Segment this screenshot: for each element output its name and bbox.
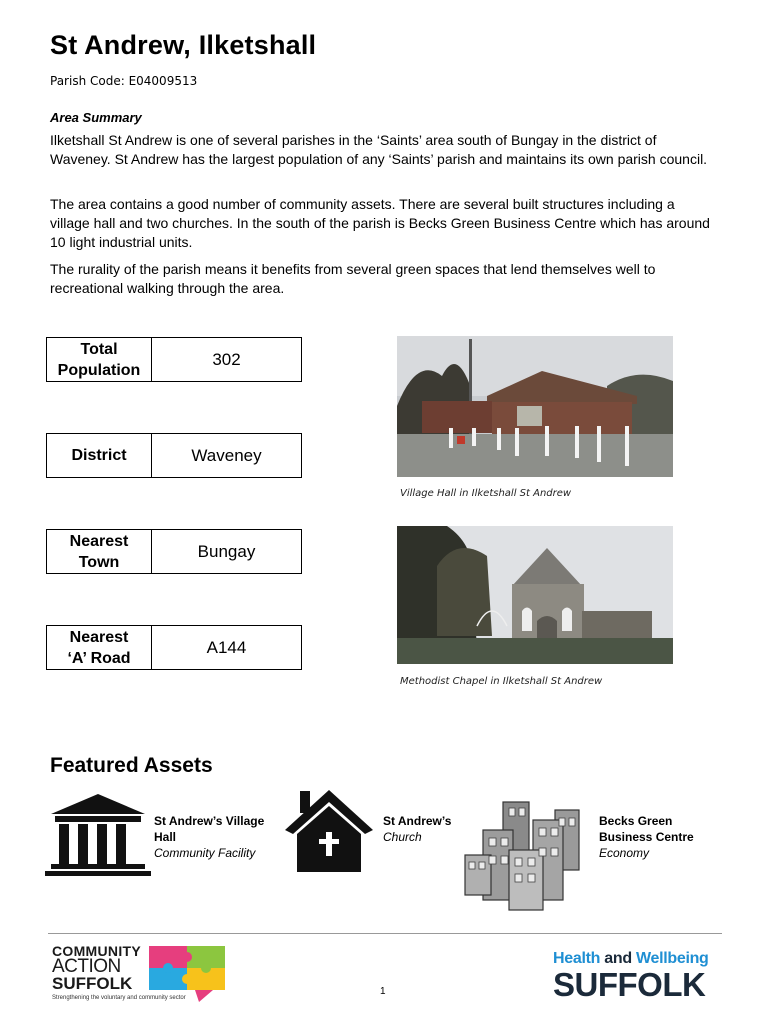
stat-label: Nearest Town xyxy=(47,530,152,573)
asset-village-hall: St Andrew’s Village Hall Community Facility xyxy=(154,814,265,860)
stat-value: Bungay xyxy=(197,542,256,561)
stat-label: Total Population xyxy=(47,338,152,381)
page-title: St Andrew, Ilketshall xyxy=(50,30,317,60)
parish-code: Parish Code: E04009513 xyxy=(50,74,198,88)
asset-church: St Andrew’s Church xyxy=(383,814,452,844)
stat-nearest-a-road xyxy=(46,625,302,670)
village-hall-photo xyxy=(397,336,673,477)
summary-paragraph-2: The area contains a good number of community assets. There are several built structures including a village hall and two churches. In the south of the parish is Becks Green Business Centre which has around 10 light industrial units. xyxy=(50,196,710,250)
footer-divider xyxy=(48,933,722,934)
puzzle-speech-bubble-icon xyxy=(145,944,229,1006)
stat-value: Waveney xyxy=(191,445,262,465)
stat-label: Nearest ‘A’ Road xyxy=(47,626,152,669)
village-hall-caption: Village Hall in Ilketshall St Andrew xyxy=(400,488,572,499)
building-columns-icon xyxy=(45,792,151,876)
featured-assets-heading: Featured Assets xyxy=(50,754,213,777)
community-action-suffolk-logo: COMMUNITY ACTION SUFFOLK Strengthening the voluntary and community sector xyxy=(52,944,232,1006)
methodist-chapel-caption: Methodist Chapel in Ilketshall St Andrew xyxy=(400,676,603,687)
summary-paragraph-3: The rurality of the parish means it benefits from several green spaces that lend themselves well to recreational walking through the area. xyxy=(50,261,656,296)
area-summary-heading: Area Summary xyxy=(50,110,142,125)
stat-label: District xyxy=(47,434,152,477)
stat-total-population xyxy=(46,337,302,382)
stat-nearest-town xyxy=(46,529,302,574)
stat-value: 302 xyxy=(212,350,241,369)
summary-paragraph-1: Ilketshall St Andrew is one of several parishes in the ‘Saints’ area south of Bungay in the district of Waveney. St Andrew has the largest population of any ‘Saints’ parish and maintains its own parish council. xyxy=(50,132,708,167)
stat-district xyxy=(46,433,302,478)
methodist-chapel-photo xyxy=(397,526,673,664)
page-number: 1 xyxy=(380,986,386,997)
asset-business-centre: Becks Green Business Centre Economy xyxy=(599,814,694,860)
office-buildings-icon xyxy=(463,800,583,914)
health-wellbeing-suffolk-logo: Health and Wellbeing SUFFOLK xyxy=(553,950,709,1003)
church-icon xyxy=(283,788,375,872)
stat-value: A144 xyxy=(206,638,247,657)
